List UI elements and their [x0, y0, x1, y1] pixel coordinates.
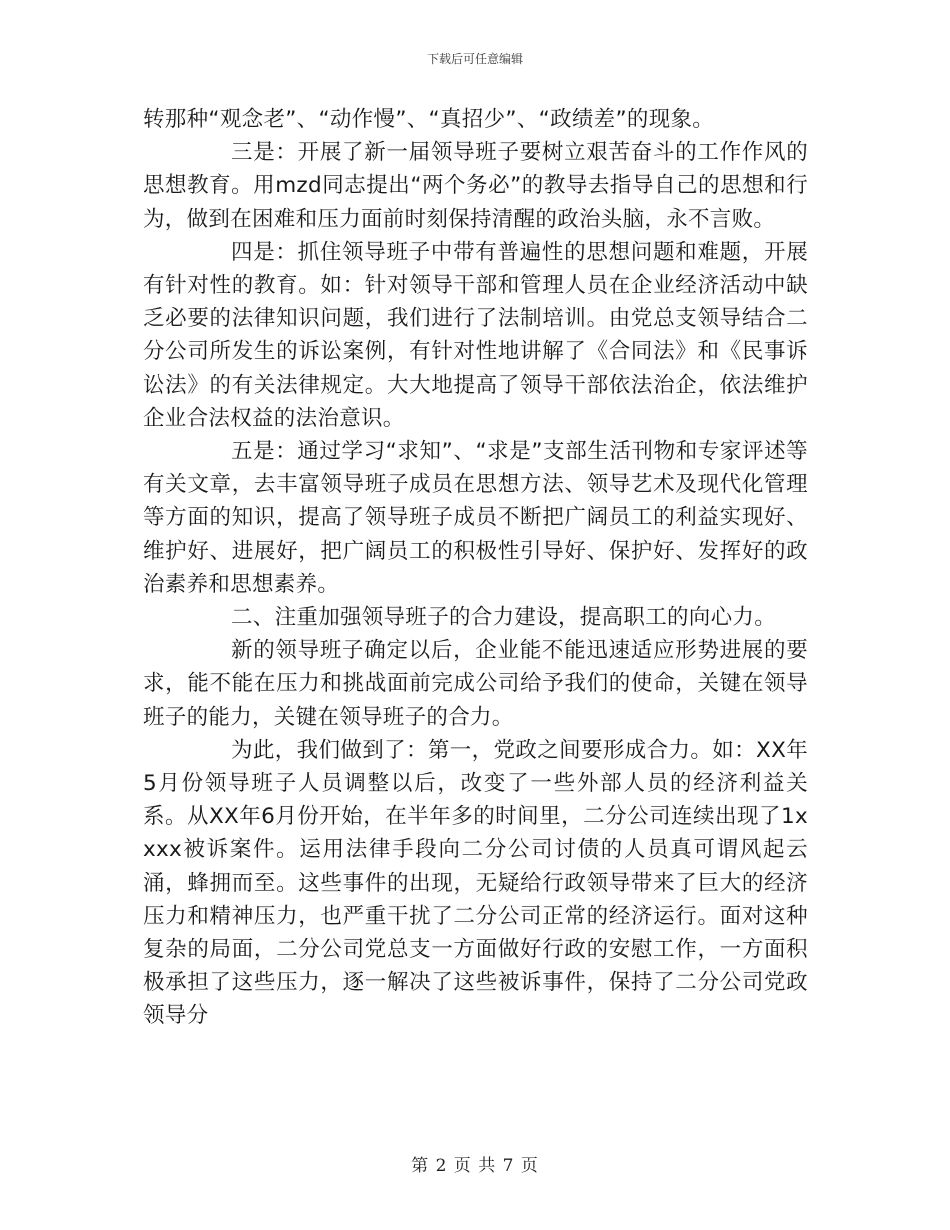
- document-body: [143, 103, 808, 1033]
- page-header-note: 下载后可任意编辑: [426, 52, 523, 66]
- paragraph: 五是：通过学习“求知”、“求是”支部生活刊物和专家评述等有关文章，去丰富领导班子成员在思想方法、领导艺术及现代化管理等方面的知识，提高了领导班子成员不断把广阔员工的利益实现好、维护好、进展好，把广阔员工的积极性引导好、保护好、发挥好的政治素养和思想素养。: [143, 439, 808, 597]
- paragraph: 新的领导班子确定以后，企业能不能迅速适应形势进展的要求，能不能在压力和挑战面前完成公司给予我们的使命，关键在领导班子的能力，关键在领导班子的合力。: [143, 638, 808, 730]
- paragraph: 四是：抓住领导班子中带有普遍性的思想问题和难题，开展有针对性的教育。如：针对领导干部和管理人员在企业经济活动中缺乏必要的法律知识问题，我们进行了法制培训。由党总支领导结合二分公司所发生的诉讼案例，有针对性地讲解了《合同法》和《民事诉讼法》的有关法律规定。大大地提高了领导干部依法治企，依法维护企业合法权益的法治意识。: [143, 239, 808, 431]
- section-heading: 二、注重加强领导班子的合力建设，提高职工的向心力。: [231, 605, 777, 631]
- paragraph: 为此，我们做到了：第一，党政之间要形成合力。如：XX年5月份领导班子人员调整以后，改变了一些外部人员的经济利益关系。从XX年6月份开始，在半年多的时间里，二分公司连续出现了1xxxx被诉案件。运用法律手段向二分公司讨债的人员真可谓风起云涌，蜂拥而至。这些事件的出现，无疑给行政领导带来了巨大的经济压力和精神压力，也严重干扰了二分公司正常的经济运行。面对这种复杂的局面，二分公司党总支一方面做好行政的安慰工作，一方面积极承担了这些压力，逐一解决了这些被诉事件，保持了二分公司党政领导分: [143, 737, 808, 1029]
- page-number: 第 2 页 共 7 页: [411, 1156, 539, 1176]
- paragraph: 三是：开展了新一届领导班子要树立艰苦奋斗的工作作风的思想教育。用mzd同志提出“两个务必”的教导去指导自己的思想和行为，做到在困难和压力面前时刻保持清醒的政治头脑，永不言败。: [143, 140, 808, 232]
- paragraph: 转那种“观念老”、“动作慢”、“真招少”、“政绩差”的现象。: [143, 107, 715, 132]
